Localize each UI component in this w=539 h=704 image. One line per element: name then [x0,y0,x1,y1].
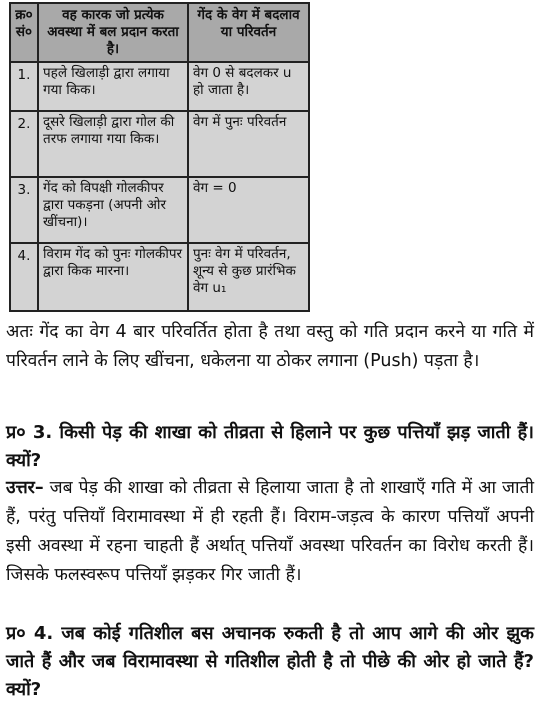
row-number: 3. [10,177,38,243]
question-3: प्र० 3. किसी पेड़ की शाखा को तीव्रता से हिलाने पर कुछ पत्तियाँ झड़ जाती हैं। क्यों? [6,422,534,471]
table-header-row [10,3,309,62]
answer-3-text: जब पेड़ की शाखा को तीव्रता से हिलाया जाता है तो शाखाएँ गति में आ जाती हैं, परंतु पत्तियाँ विरामावस्था में ही रहती हैं। विराम-जड़त्व के कारण पत्तियाँ अपनी इसी अवस्था में रहना चाहती हैं अर्थात् पत्तियाँ अवस्था परिवर्तन का विरोध करती हैं। जिसके फलस्वरूप पत्तियाँ झड़कर गिर जाती हैं। [6,478,534,585]
row-factor: पहले खिलाड़ी द्वारा लगाया गया किक। [38,62,188,111]
summary-paragraph: अतः गेंद का वेग 4 बार परिवर्तित होता है तथा वस्तु को गति प्रदान करने या गति में परिवर्तन लाने के लिए खींचना, धकेलना या ठोकर लगाना (Push) पड़ता है। [6,322,534,371]
header-factor: वह कारक जो प्रत्येक अवस्था में बल प्रदान करता है। [38,3,188,62]
row-number: 2. [10,111,38,177]
row-number: 4. [10,243,38,311]
row-number: 1. [10,62,38,111]
header-velocity-change: गेंद के वेग में बदलाव या परिवर्तन [188,3,309,62]
row-factor: दूसरे खिलाड़ी द्वारा गोल की तरफ लगाया गया किक। [38,111,188,177]
table-row [10,62,309,111]
row-change: वेग में पुनः परिवर्तन [188,111,309,177]
row-change: पुनः वेग में परिवर्तन, शून्य से कुछ प्रारंभिक वेग u₁ [188,243,309,311]
header-serial: क्र० सं० [10,3,38,62]
table-row [10,177,309,243]
answer-3 [6,474,534,590]
row-change: वेग 0 से बदलकर u हो जाता है। [188,62,309,111]
force-factors-table [9,2,310,312]
answer-label: उत्तर– [6,478,44,498]
row-change: वेग = 0 [188,177,309,243]
question-4: प्र० 4. जब कोई गतिशील बस अचानक रुकती है तो आप आगे की ओर झुक जाते हैं और जब विरामावस्था से गतिशील होती है तो पीछे की ओर हो जाते हैं? क्यों? [6,623,534,700]
table-row [10,243,309,311]
table-row [10,111,309,177]
row-factor: गेंद को विपक्षी गोलकीपर द्वारा पकड़ना (अपनी ओर खींचना)। [38,177,188,243]
row-factor: विराम गेंद को पुनः गोलकीपर द्वारा किक मारना। [38,243,188,311]
